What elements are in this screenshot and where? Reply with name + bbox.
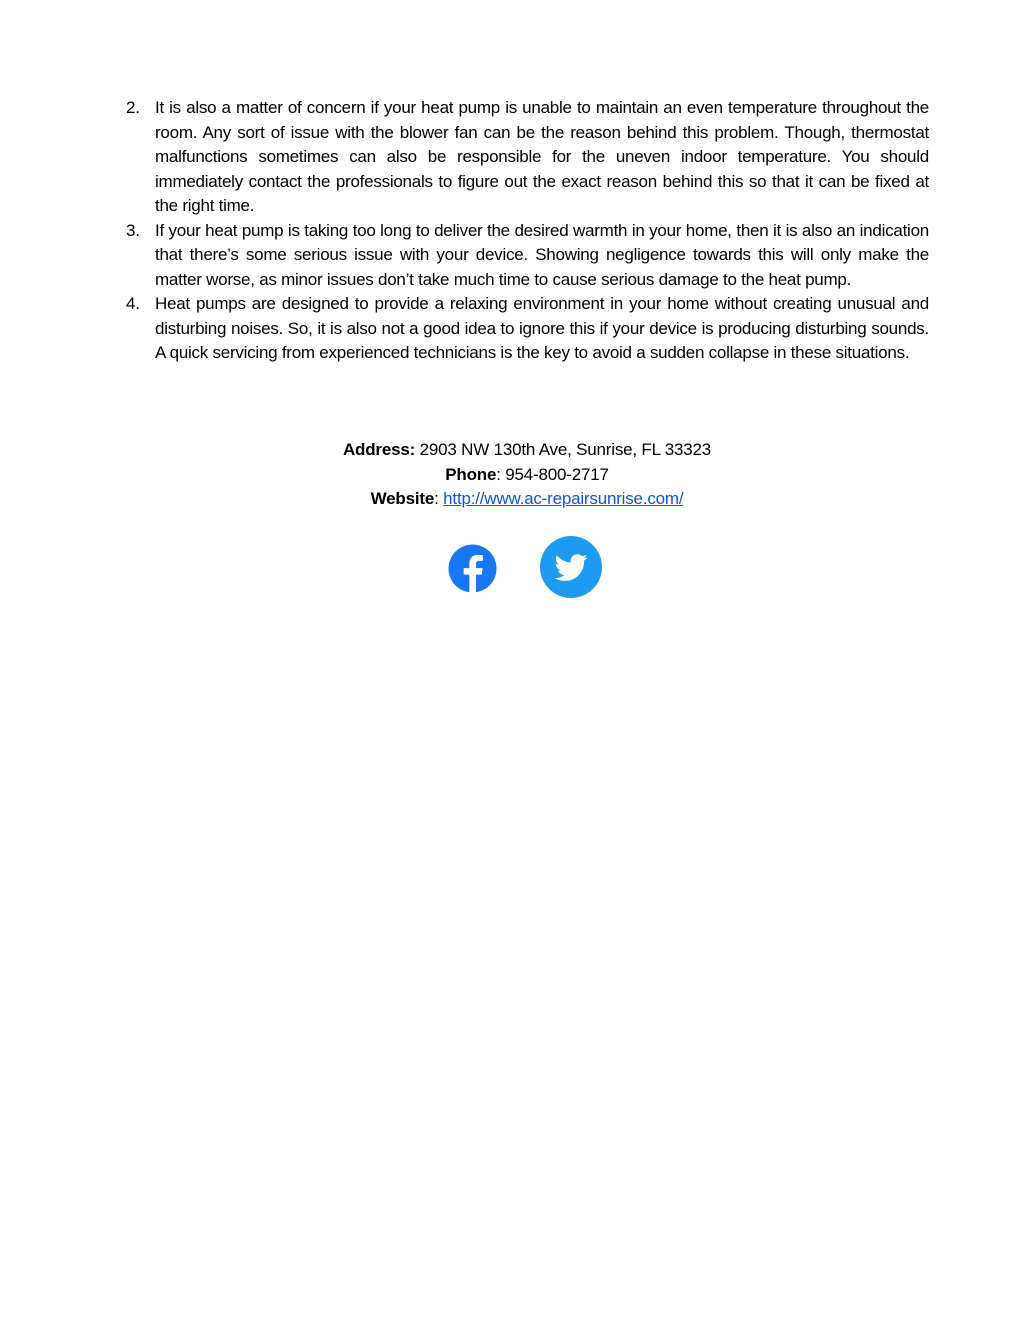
address-line xyxy=(30,438,1024,463)
list-item-number: 4. xyxy=(126,294,140,313)
phone-value: : 954-800-2717 xyxy=(496,464,609,484)
address-value: 2903 NW 130th Ave, Sunrise, FL 33323 xyxy=(415,440,712,459)
website-line xyxy=(30,487,1024,512)
phone-label: Phone xyxy=(445,464,497,484)
list-item-text: If your heat pump is taking too long to deliver the desired warmth in your home, then it is also an indication that there’s some serious issue with your device. Showing negligence towards this will only make the matter worse, as minor issues don’t take much time to cause serious damage to the heat pump. xyxy=(155,220,929,289)
list-item xyxy=(126,219,929,293)
website-label: Website xyxy=(370,489,435,508)
social-links xyxy=(448,536,608,598)
list-item xyxy=(126,96,929,219)
list-item xyxy=(126,292,929,366)
website-separator: : xyxy=(434,489,444,508)
numbered-list xyxy=(126,96,929,366)
list-item-text: It is also a matter of concern if your heat pump is unable to maintain an even temperature throughout the room. Any sort of issue with the blower fan can be the reason behind this problem. Though, thermostat malfunctions sometimes can also be responsible for the uneven indoor temperature. You should immediately contact the professionals to figure out the exact reason behind this so that it can be fixed at the right time. xyxy=(155,98,929,215)
facebook-icon[interactable] xyxy=(448,544,497,593)
list-item-text: Heat pumps are designed to provide a relaxing environment in your home without creating unusual and disturbing noises. So, it is also not a good idea to ignore this if your device is producing disturbing sounds. A quick servicing from experienced technicians is the key to avoid a sudden collapse in these situations. xyxy=(155,294,929,362)
list-item-number: 2. xyxy=(126,98,140,117)
list-item-number: 3. xyxy=(126,220,140,240)
twitter-icon[interactable] xyxy=(540,536,602,598)
contact-block xyxy=(0,438,1024,512)
address-label: Address: xyxy=(342,440,416,459)
phone-line xyxy=(30,463,1024,488)
website-link[interactable]: http://www.ac-repairsunrise.com/ xyxy=(443,489,684,508)
